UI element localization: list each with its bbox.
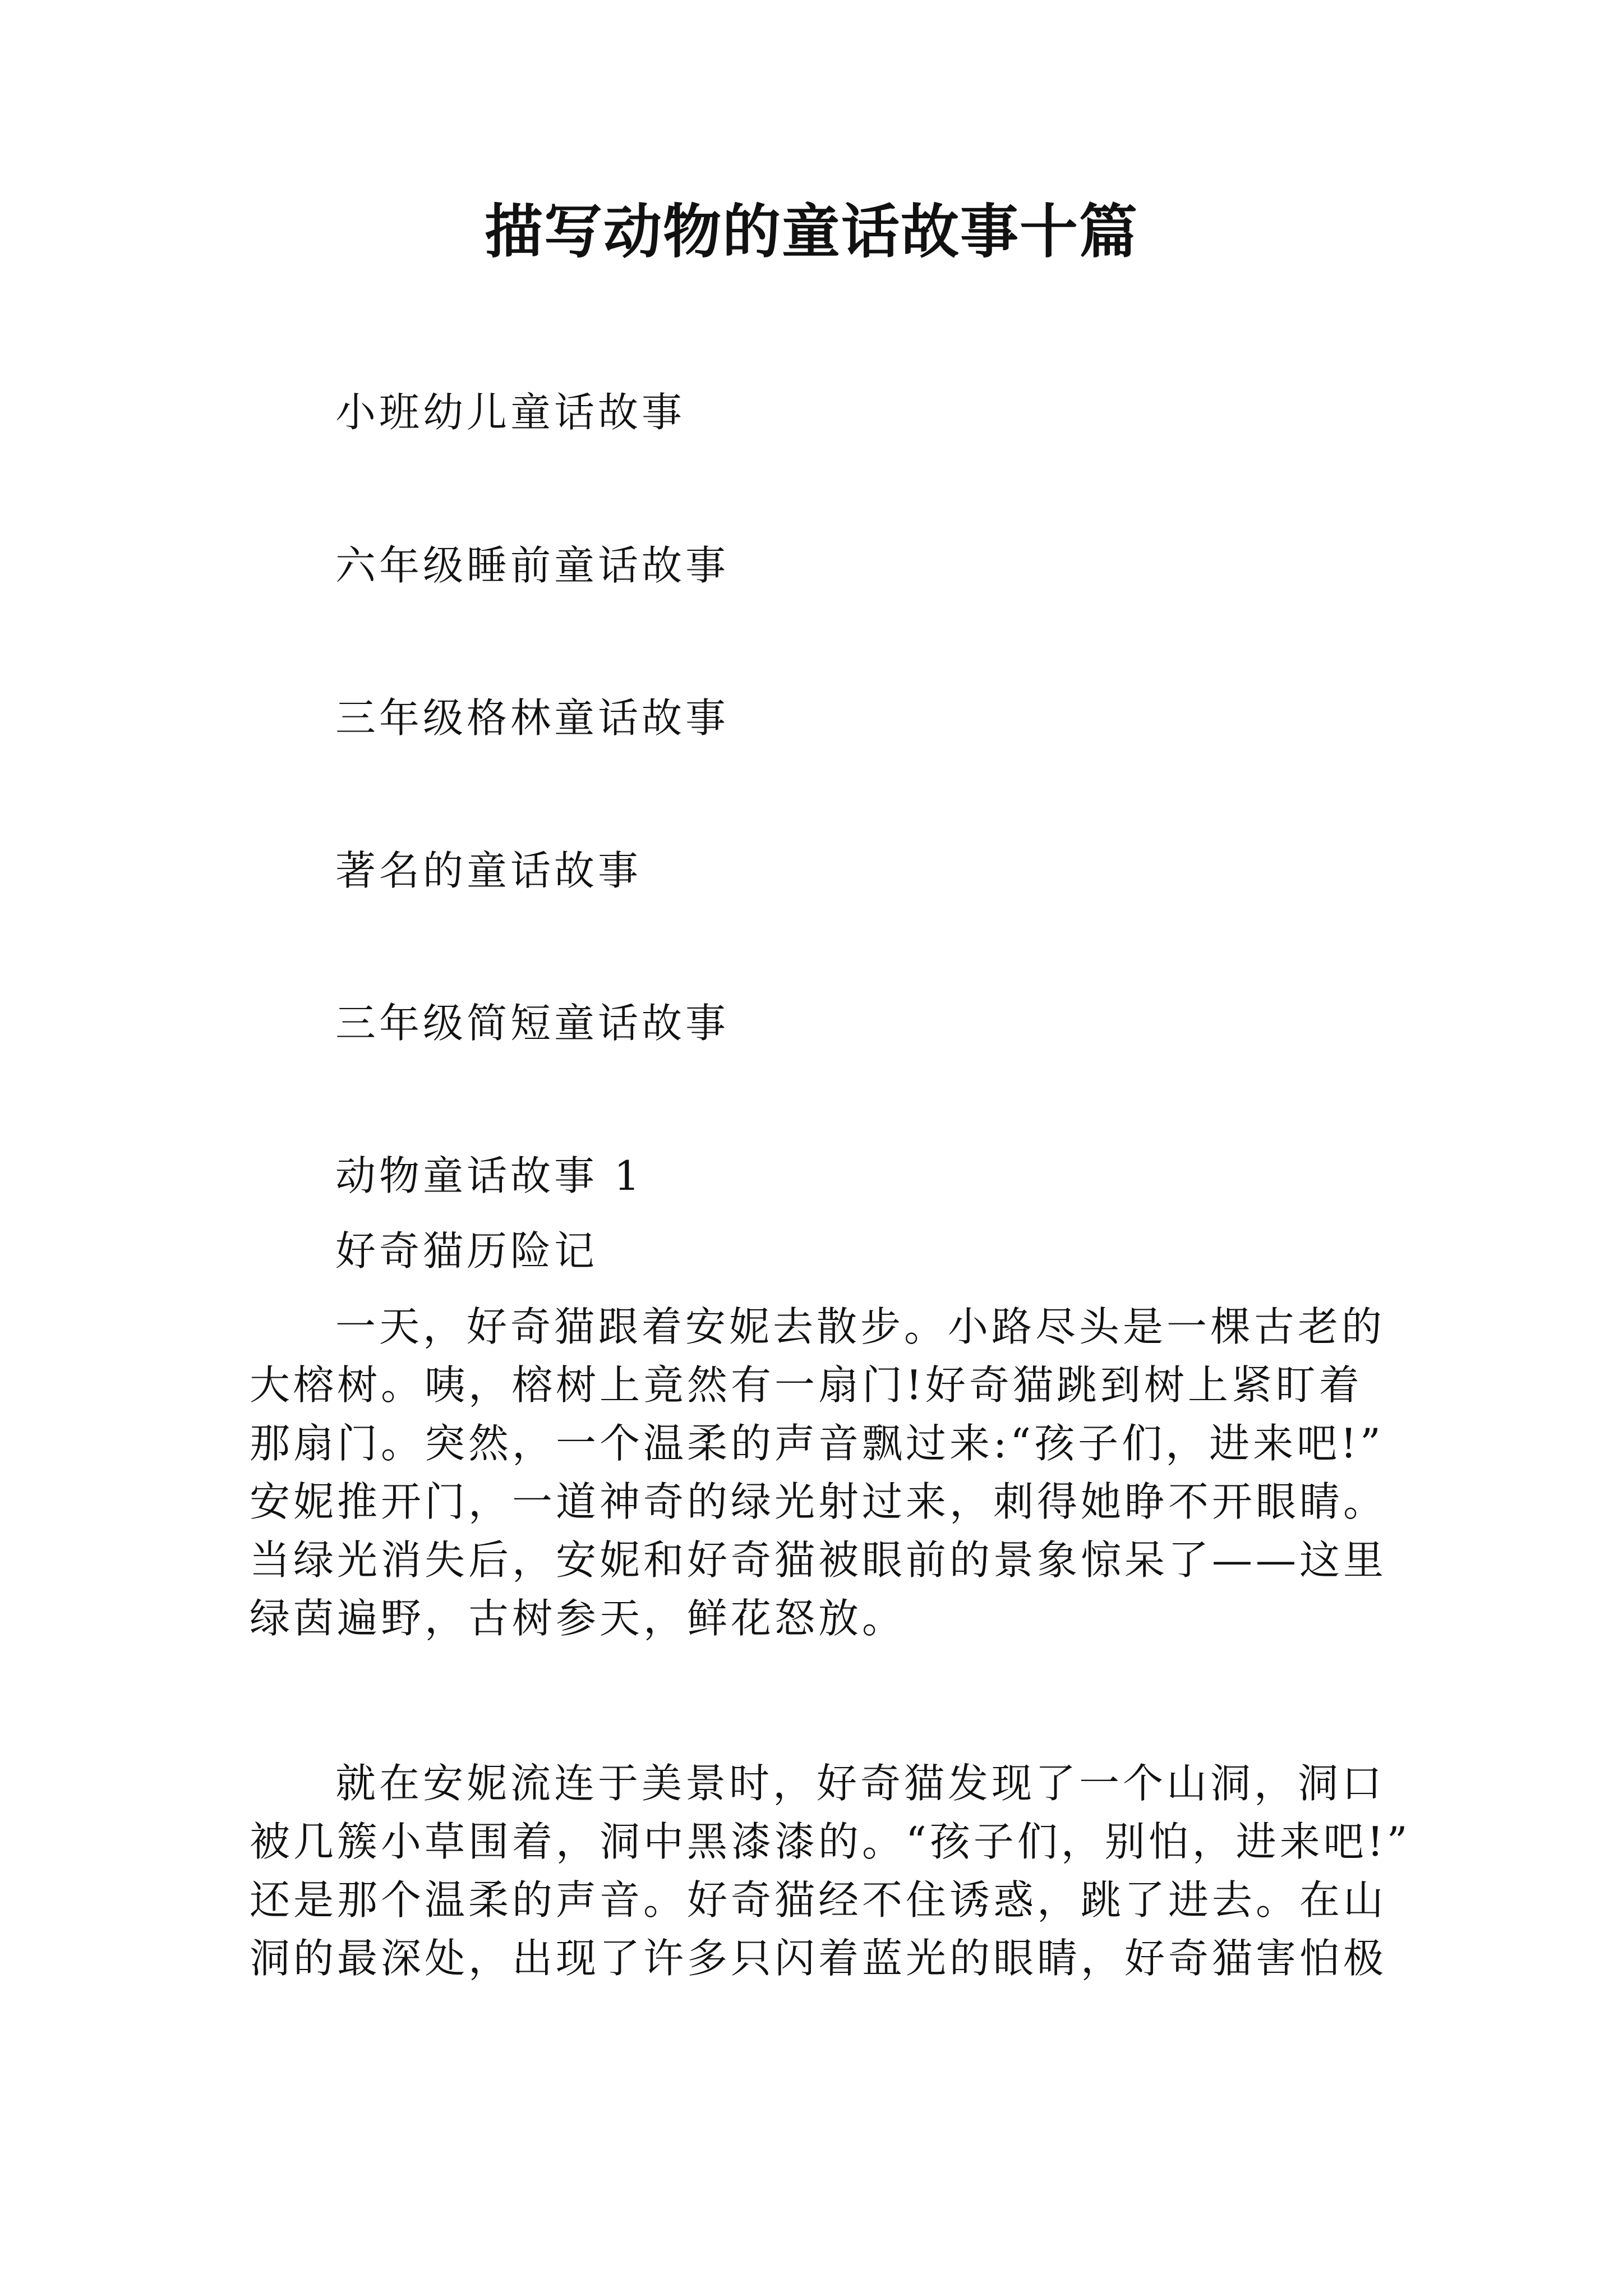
page-title: 描写动物的童话故事十篇	[484, 200, 1138, 265]
paragraph-line: 当绿光消失后，安妮和好奇猫被眼前的景象惊呆了——这里	[250, 1536, 1387, 1584]
paragraph-line: 还是那个温柔的声音。好奇猫经不住诱惑，跳了进去。在山	[250, 1876, 1387, 1924]
paragraph-line: 绿茵遍野，古树参天，鲜花怒放。	[250, 1595, 906, 1642]
toc-item: 著名的童话故事	[335, 847, 642, 894]
story-paragraph-2	[250, 1754, 1444, 1987]
story-title: 好奇猫历险记	[335, 1227, 598, 1274]
paragraph-line: 就在安妮流连于美景时，好奇猫发现了一个山洞，洞口	[335, 1760, 1386, 1807]
paragraph-line: 一天，好奇猫跟着安妮去散步。小路尽头是一棵古老的	[335, 1303, 1386, 1350]
toc-item: 三年级格林童话故事	[335, 694, 730, 742]
toc-item: 六年级睡前童话故事	[335, 542, 730, 589]
paragraph-line: 洞的最深处，出现了许多只闪着蓝光的眼睛，好奇猫害怕极	[250, 1935, 1387, 1982]
toc-item: 小班幼儿童话故事	[335, 389, 686, 436]
story-paragraph-1	[250, 1297, 1444, 1648]
toc-item: 三年级简短童话故事	[335, 1000, 730, 1047]
paragraph-line: 安妮推开门，一道神奇的绿光射过来，刺得她睁不开眼睛。	[250, 1478, 1387, 1525]
paragraph-line: 那扇门。突然，一个温柔的声音飘过来:“孩子们，进来吧!”	[250, 1420, 1384, 1467]
paragraph-line: 大榕树。咦，榕树上竟然有一扇门!好奇猫跳到树上紧盯着	[250, 1361, 1363, 1409]
section-heading: 动物童话故事 1	[335, 1152, 643, 1199]
paragraph-line: 被几簇小草围着，洞中黑漆漆的。“孩子们，别怕，进来吧!”	[250, 1818, 1411, 1865]
